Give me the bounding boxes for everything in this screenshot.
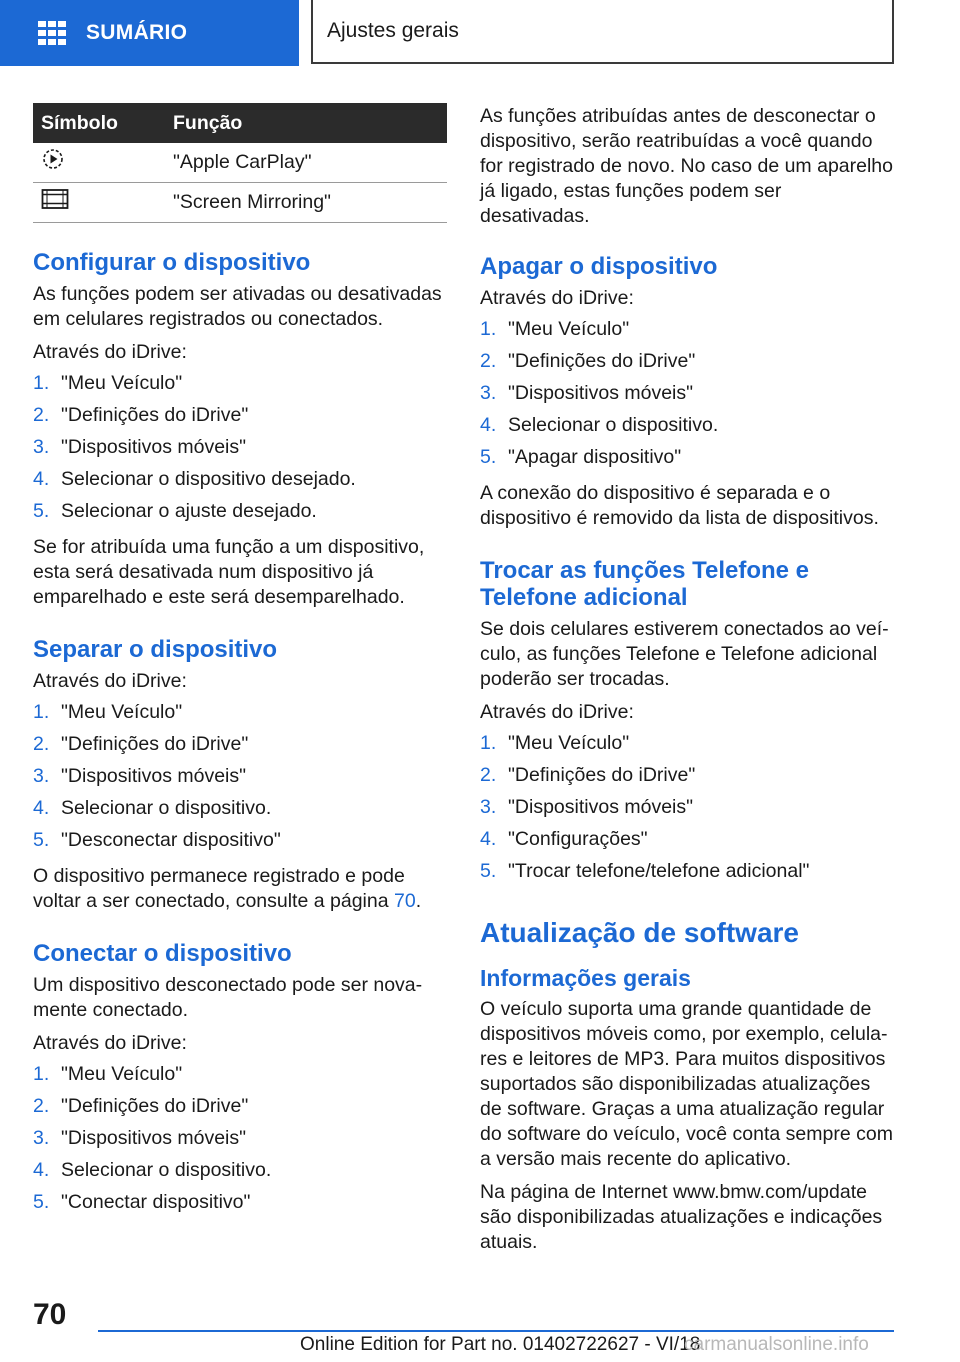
symbol-table bbox=[33, 103, 447, 223]
table-header-function: Função bbox=[165, 103, 447, 143]
contents-button[interactable] bbox=[0, 0, 299, 66]
paragraph: A conexão do dispositivo é separada e o dispositivo é removido da lista de dispositivos. bbox=[480, 482, 879, 529]
section-title-swap-phones: Trocar as funções Telefone e Telefone adicional bbox=[480, 557, 810, 611]
list-item: 4. "Configurações" bbox=[480, 828, 648, 850]
list-item: 2. "Definições do iDrive" bbox=[33, 1095, 249, 1117]
list-item: 1. "Meu Veículo" bbox=[33, 701, 183, 723]
list-item: 4. Selecionar o dispositivo. bbox=[480, 414, 719, 436]
table-header-symbol: Símbolo bbox=[33, 103, 165, 143]
section-title-delete: Apagar o dispositivo bbox=[480, 253, 718, 280]
section-title-connect: Conectar o dispositivo bbox=[33, 940, 292, 967]
subsection-title-general-info: Informações gerais bbox=[480, 965, 691, 991]
list-item: 5. "Desconectar dispositivo" bbox=[33, 829, 281, 851]
list-item: 5. "Trocar telefone/telefone adicional" bbox=[480, 860, 810, 882]
edition-info: Online Edition for Part no. 01402722627 - VI/18 bbox=[300, 1334, 701, 1355]
list-item: 5. "Apagar dispositivo" bbox=[480, 446, 682, 468]
footer-divider bbox=[98, 1330, 894, 1332]
list-item: 1. "Meu Veículo" bbox=[480, 318, 630, 340]
chapter-title-box bbox=[311, 0, 894, 64]
paragraph: As funções podem ser ativadas ou desativadas em celulares registrados ou conectados. bbox=[33, 283, 442, 330]
contents-button-label: SUMÁRIO bbox=[86, 21, 188, 44]
list-item: 3. "Dispositivos móveis" bbox=[480, 382, 694, 404]
page-header bbox=[0, 0, 960, 66]
list-item: 4. Selecionar o dispositivo. bbox=[33, 797, 272, 819]
list-item: 3. "Dispositivos móveis" bbox=[33, 1127, 247, 1149]
list-item: 3. "Dispositivos móveis" bbox=[33, 765, 247, 787]
table-cell-function: "Screen Mirroring" bbox=[165, 183, 447, 223]
chapter-title: Ajustes gerais bbox=[327, 19, 459, 42]
carplay-play-icon bbox=[41, 147, 65, 171]
paragraph: Através do iDrive: bbox=[480, 287, 634, 309]
steps-list bbox=[33, 700, 447, 860]
paragraph: Através do iDrive: bbox=[33, 670, 187, 692]
steps-list bbox=[480, 731, 894, 891]
steps-list bbox=[480, 317, 894, 477]
list-item: 3. "Dispositivos móveis" bbox=[480, 796, 694, 818]
paragraph: O dispositivo permanece registrado e pode voltar a ser conectado, consulte a página 70. bbox=[33, 865, 422, 912]
list-item: 2. "Definições do iDrive" bbox=[480, 350, 696, 372]
page-link[interactable]: 70 bbox=[393, 890, 416, 912]
list-item: 3. "Dispositivos móveis" bbox=[33, 436, 247, 458]
list-item: 4. Selecionar o dispositivo. bbox=[33, 1159, 272, 1181]
section-title-configure: Configurar o dispositivo bbox=[33, 249, 311, 276]
steps-list bbox=[33, 1062, 447, 1222]
grid-menu-icon bbox=[38, 21, 66, 45]
left-column bbox=[33, 103, 447, 1226]
paragraph: Um dispositivo desconectado pode ser novamente conectado. bbox=[33, 974, 423, 1021]
paragraph: Através do iDrive: bbox=[480, 701, 634, 723]
list-item: 5. Selecionar o ajuste desejado. bbox=[33, 500, 317, 522]
list-item: 2. "Definições do iDrive" bbox=[480, 764, 696, 786]
paragraph: Se dois celulares estiverem conectados ao veículo, as funções Telefone e Telefone adicional poderão ser trocadas. bbox=[480, 618, 889, 690]
list-item: 1. "Meu Veículo" bbox=[33, 372, 183, 394]
watermark: carmanualsonline.info bbox=[684, 1334, 869, 1355]
paragraph: Na página de Internet www.bmw.com/update são disponibilizadas atualizações e indicações atuais. bbox=[480, 1181, 883, 1253]
list-item: 1. "Meu Veículo" bbox=[480, 732, 630, 754]
paragraph: As funções atribuídas antes de desconectar o dispositivo, serão reatribuídas a você quando for registrado de novo. No caso de um aparelho já ligado, estas funções podem ser desativadas. bbox=[480, 105, 893, 227]
table-row bbox=[33, 183, 447, 223]
screen-mirroring-icon bbox=[41, 188, 69, 210]
paragraph: Se for atribuída uma função a um dispositivo, esta será desativada num dispositivo já emparelhado e este será desemparelhado. bbox=[33, 536, 425, 608]
paragraph: O veículo suporta uma grande quantidade de dispositivos móveis como, por exemplo, celulares e leitores de MP3. Para muitos dispositivos suportados são disponibilizadas atualizações de software. Graças a uma atualização regular do software do veículo, você conta sempre com a versão mais recente do aplicativo. bbox=[480, 998, 893, 1170]
right-column bbox=[480, 104, 894, 1263]
page-number: 70 bbox=[33, 1298, 67, 1331]
table-cell-function: "Apple CarPlay" bbox=[165, 143, 447, 183]
list-item: 2. "Definições do iDrive" bbox=[33, 733, 249, 755]
list-item: 5. "Conectar dispositivo" bbox=[33, 1191, 251, 1213]
list-item: 2. "Definições do iDrive" bbox=[33, 404, 249, 426]
section-title-disconnect: Separar o dispositivo bbox=[33, 636, 278, 663]
list-item: 4. Selecionar o dispositivo desejado. bbox=[33, 468, 356, 490]
paragraph: Através do iDrive: bbox=[33, 341, 187, 363]
steps-list bbox=[33, 371, 447, 531]
list-item: 1. "Meu Veículo" bbox=[33, 1063, 183, 1085]
paragraph: Através do iDrive: bbox=[33, 1032, 187, 1054]
table-row bbox=[33, 143, 447, 183]
chapter-heading-software-update: Atualização de software bbox=[480, 917, 799, 948]
